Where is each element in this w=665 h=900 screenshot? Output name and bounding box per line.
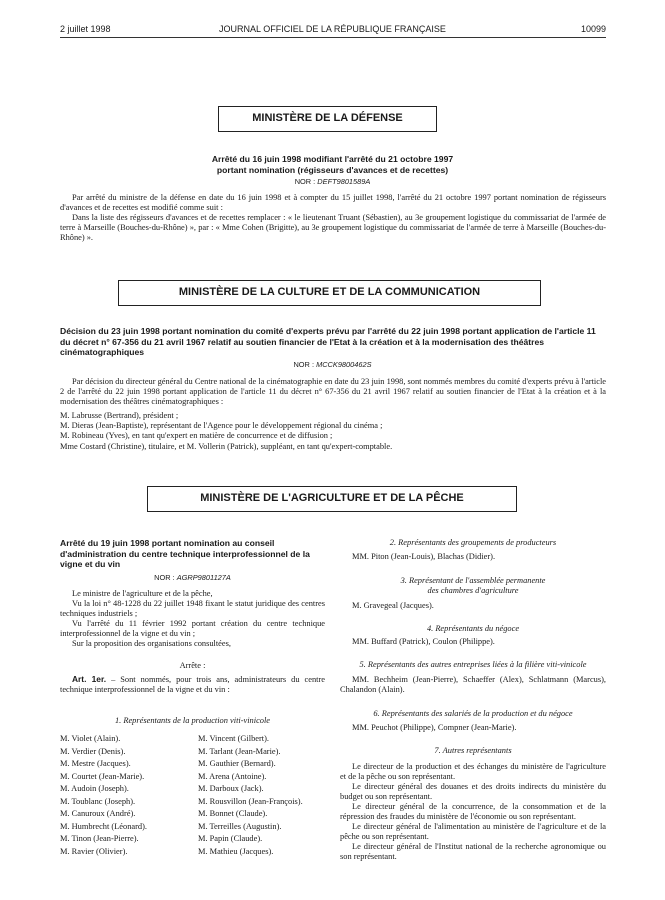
- category-7-members: [340, 762, 606, 862]
- member-name: M. Toublanc (Joseph).: [60, 796, 136, 806]
- representative-paragraph: Le directeur général de la concurrence, de la consommation et de la répression des fraudes du ministère de l'économie ou son représentant.: [340, 802, 606, 821]
- member-name: M. Canuroux (André).: [60, 809, 136, 818]
- defense-body: [60, 193, 606, 243]
- culture-decision-title: Décision du 23 juin 1998 portant nomination du comité d'experts prévu par l'arrêté du 22 juin 1998 portant application de l'article 11 du décret n° 67-356 du 21 avril 1967 relatif au soutien financier de l'Etat à la création et à la modernisation des théâtres cinématographiques: [60, 326, 596, 357]
- agriculture-visas: [60, 589, 325, 649]
- representative-paragraph: Le directeur général des douanes et des droits indirects du ministère du budget ou son représentant.: [340, 782, 606, 801]
- defense-paragraph-2: Dans la liste des régisseurs d'avances et de recettes remplacer : « le lieutenant Truant (Sébastien), au 3e groupement logistique du commissariat de l'armée de terre à Marseille (Bouches-du-Rhône) », par : « Mme Cohen (Brigitte), au 3e groupement logistique du commissariat de l'armée de terre à Marseille (Bouches-du-Rhône) ».: [60, 213, 606, 242]
- culture-body: [60, 377, 606, 407]
- representative-paragraph: Le directeur général de l'alimentation au ministère de l'agriculture et de la pêche ou son représentant.: [340, 822, 606, 841]
- nor-label: NOR :: [293, 360, 314, 369]
- header-journal-title: JOURNAL OFFICIEL DE LA RÉPUBLIQUE FRANÇAISE: [219, 24, 446, 34]
- ministry-defense-label: MINISTÈRE DE LA DÉFENSE: [252, 112, 403, 124]
- category-2-heading: 2. Représentants des groupements de producteurs: [389, 538, 557, 547]
- article-1-label: Art. 1er.: [72, 674, 107, 684]
- arrete-heading: Arrête :: [179, 661, 206, 670]
- member-name: M. Violet (Alain).: [60, 734, 121, 743]
- member-name: M. Rousvillon (Jean-François).: [198, 796, 303, 806]
- member-name: M. Vincent (Gilbert).: [198, 734, 269, 743]
- culture-member: M. Dieras (Jean-Baptiste), représentant de l'Agence pour le développement régional du cinéma ;: [60, 421, 383, 431]
- category-2-members: [340, 552, 606, 562]
- member-name: M. Mathieu (Jacques).: [198, 846, 274, 856]
- category-6-members: [340, 723, 606, 733]
- category-3-heading-line1: 3. Représentant de l'assemblée permanente: [400, 576, 546, 585]
- category-1-members-left: [60, 733, 190, 858]
- member-name: M. Courtet (Jean-Marie).: [60, 771, 145, 781]
- defense-nor: [0, 177, 665, 186]
- member-name: M. Gauthier (Bernard).: [198, 759, 276, 768]
- category-3-members: [340, 601, 606, 611]
- visa-paragraph: Le ministre de l'agriculture et de la pêche,: [72, 589, 213, 598]
- article-1-text: – Sont nommés, pour trois ans, administrateurs du centre technique interprofessionnel de la vigne et du vin :: [60, 675, 325, 694]
- member-name: M. Mestre (Jacques).: [60, 759, 131, 768]
- members-text: M. Gravegeal (Jacques).: [352, 601, 434, 610]
- representative-paragraph: Le directeur général de l'Institut national de la recherche agronomique ou son représentant.: [340, 842, 606, 861]
- category-3-heading-line2: des chambres d'agriculture: [427, 586, 519, 595]
- member-name: M. Tinon (Jean-Pierre).: [60, 834, 139, 843]
- nor-code: AGRP9801127A: [176, 573, 231, 582]
- header-rule: [60, 37, 606, 38]
- member-name: M. Ravier (Olivier).: [60, 846, 128, 856]
- visa-paragraph: Vu l'arrêté du 11 février 1992 portant création du centre technique interprofessionnel de la vigne et du vin ;: [60, 619, 325, 638]
- member-name: M. Verdier (Denis).: [60, 746, 126, 756]
- category-6-heading: 6. Représentants des salariés de la production et du négoce: [373, 709, 573, 718]
- defense-title-line1: Arrêté du 16 juin 1998 modifiant l'arrêté du 21 octobre 1997: [211, 154, 454, 164]
- member-name: M. Arena (Antoine).: [198, 771, 267, 781]
- ministry-defense-box: [218, 106, 437, 132]
- member-name: M. Audoin (Joseph).: [60, 784, 129, 793]
- ministry-culture-box: [118, 280, 541, 306]
- culture-member: Mme Costard (Christine), titulaire, et M. Vollerin (Patrick), suppléant, en tant qu'expert-comptable.: [60, 441, 393, 451]
- member-name: M. Humbrecht (Léonard).: [60, 821, 147, 831]
- culture-member: M. Robineau (Yves), en tant qu'expert en matière de concurrence et de diffusion ;: [60, 431, 333, 441]
- nor-label: NOR :: [154, 573, 175, 582]
- defense-paragraph-1: Par arrêté du ministre de la défense en date du 16 juin 1998 et à compter du 15 juillet 1998, l'arrêté du 21 octobre 1997 portant nomination de régisseurs d'avances et de recettes est modifié comme suit :: [60, 193, 606, 212]
- culture-nor: [0, 360, 665, 369]
- members-text: MM. Buffard (Patrick), Coulon (Philippe).: [352, 637, 495, 646]
- member-name: M. Darboux (Jack).: [198, 784, 264, 793]
- member-name: M. Tarlant (Jean-Marie).: [198, 746, 281, 756]
- category-4-heading: 4. Représentants du négoce: [426, 624, 520, 633]
- category-3-heading: [340, 576, 606, 596]
- defense-decree-title: [120, 154, 545, 175]
- representative-paragraph: Le directeur de la production et des échanges du ministère de l'agriculture et de la pêche ou son représentant.: [340, 762, 606, 781]
- category-4-members: [340, 637, 606, 647]
- ministry-agriculture-box: [147, 486, 517, 512]
- member-name: M. Terreilles (Augustin).: [198, 821, 282, 831]
- category-5-members: [340, 675, 606, 695]
- members-text: MM. Bechheim (Jean-Pierre), Schaeffer (Alex), Schlatmann (Marcus), Chalandon (Alain).: [340, 675, 606, 694]
- culture-member: M. Labrusse (Bertrand), président ;: [60, 411, 179, 420]
- culture-members: [60, 411, 606, 452]
- header-date: 2 juillet 1998: [60, 24, 111, 34]
- category-7-heading: 7. Autres représentants: [434, 746, 512, 755]
- header-page-number: 10099: [580, 24, 606, 34]
- member-name: M. Bonnet (Claude).: [198, 809, 268, 818]
- category-1-members-right: [198, 733, 333, 858]
- category-1-heading: 1. Représentants de la production viti-vinicole: [114, 716, 271, 725]
- nor-code: DEFT9801589A: [317, 177, 371, 186]
- article-1: [60, 674, 325, 695]
- members-text: MM. Piton (Jean-Louis), Blachas (Didier).: [352, 552, 496, 561]
- members-text: MM. Peuchot (Philippe), Compner (Jean-Marie).: [352, 723, 517, 732]
- culture-paragraph-1: Par décision du directeur général du Centre national de la cinématographie en date du 23 juin 1998, sont nommés membres du comité d'experts prévu à l'article 2 de l'arrêté du 22 juin 1998 portant application de l'article 11 du décret n° 67-356 du 21 avril 1967 relatif au soutien financier de l'Etat à la création et à la modernisation des théâtres cinématographiques :: [60, 377, 606, 406]
- agriculture-decree-title: Arrêté du 19 juin 1998 portant nomination au conseil d'administration du centre technique interprofessionnel de la vigne et du vin: [60, 538, 310, 569]
- agriculture-nor: [60, 573, 325, 582]
- member-name: M. Papin (Claude).: [198, 834, 263, 843]
- defense-title-line2: portant nomination (régisseurs d'avances et de recettes): [216, 164, 449, 175]
- category-5-heading: 5. Représentants des autres entreprises liées à la filière viti-vinicole: [359, 660, 587, 669]
- ministry-agriculture-label: MINISTÈRE DE L'AGRICULTURE ET DE LA PÊCHE: [200, 492, 464, 504]
- ministry-culture-label: MINISTÈRE DE LA CULTURE ET DE LA COMMUNICATION: [178, 286, 481, 298]
- nor-code: MCCK9800462S: [316, 360, 372, 369]
- nor-label: NOR :: [294, 177, 316, 186]
- visa-paragraph: Sur la proposition des organisations consultées,: [72, 639, 231, 648]
- visa-paragraph: Vu la loi n° 48-1228 du 22 juillet 1948 fixant le statut juridique des centres techniques industriels ;: [60, 599, 325, 618]
